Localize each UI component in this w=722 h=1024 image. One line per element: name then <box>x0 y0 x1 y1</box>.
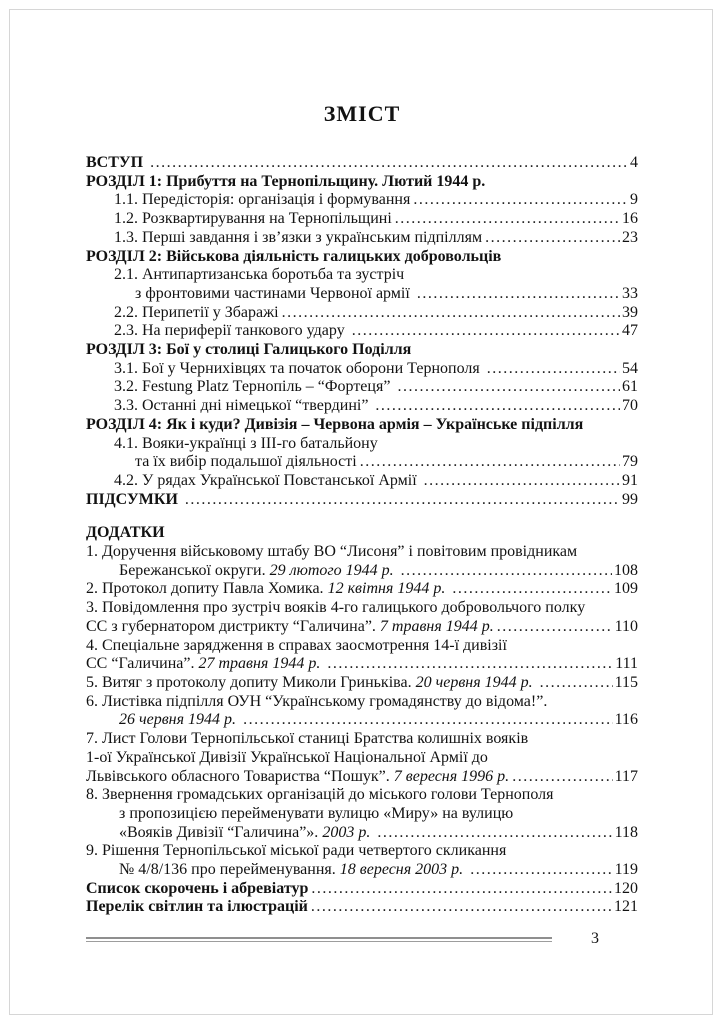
toc-entry-text: СС з губернатором дистрикту “Галичина”. 7 травня 1944 р. <box>86 617 494 635</box>
toc-page-number: 4 <box>630 154 638 171</box>
footer-double-rule <box>86 937 552 942</box>
toc-row <box>86 191 638 210</box>
toc-row <box>86 674 638 693</box>
dot-leader <box>327 655 613 674</box>
toc-page-number: 61 <box>622 378 638 396</box>
toc-entry-text: № 4/8/136 про перейменування. 18 вересня 2003 р. <box>119 861 464 879</box>
toc-row <box>86 711 638 730</box>
toc-entry-text: 1.2. Розквартирування на Тернопільщині <box>114 210 392 228</box>
toc-page-number: 16 <box>622 210 638 228</box>
toc-page-number: 120 <box>614 879 638 897</box>
dot-leader <box>452 580 612 599</box>
toc-row <box>86 618 638 637</box>
toc-entry-text: 2.2. Перипетії у Збаражі <box>114 303 279 321</box>
dot-leader <box>540 674 613 693</box>
toc-row <box>86 730 638 749</box>
toc-entry-text: 2.3. На периферії танкового удару <box>114 322 349 340</box>
toc-row <box>86 453 638 472</box>
toc-row <box>86 543 638 562</box>
dot-leader <box>487 360 620 379</box>
toc-entry-text: 5. Витяг з протоколу допиту Миколи Гриньківа. 20 червня 1944 р. <box>86 673 533 691</box>
toc-entry-text: 2.1. Антипартизанська боротьба та зустріч <box>114 266 405 284</box>
dot-leader <box>485 229 620 248</box>
dot-leader <box>497 618 613 637</box>
toc-row <box>86 842 638 861</box>
toc-row <box>86 580 638 599</box>
dot-leader <box>375 397 620 416</box>
dot-leader <box>417 285 620 304</box>
toc-page-number: 115 <box>614 673 638 691</box>
toc-page-number: 119 <box>614 861 638 879</box>
toc-entry-text: 1.3. Перші завдання і зв’язки з українським підпіллям <box>114 228 483 246</box>
dot-leader <box>311 898 612 917</box>
toc-page-number: 70 <box>622 397 638 415</box>
toc-page-number: 39 <box>622 303 638 321</box>
dot-leader <box>282 304 620 323</box>
table-of-contents <box>86 154 638 917</box>
toc-entry-text: з фронтовими частинами Червоної армії <box>135 284 414 302</box>
toc-entry-text: 2. Протокол допиту Павла Хомика. 12 квітня 1944 р. <box>86 580 446 598</box>
toc-row <box>86 173 638 192</box>
book-page <box>86 0 638 948</box>
dot-leader <box>401 562 612 581</box>
dot-leader <box>352 322 620 341</box>
toc-row <box>86 378 638 397</box>
toc-entry-text: РОЗДІЛ 4: Як і куди? Дивізія – Червона армія – Українське підпілля <box>86 415 584 433</box>
toc-entry-text: РОЗДІЛ 1: Прибуття на Тернопільщину. Лютий 1944 р. <box>86 172 486 190</box>
dot-leader <box>185 491 620 510</box>
toc-entry-text: 1.1. Передісторія: організація і формування <box>114 191 411 209</box>
toc-entry-text: 3.3. Останні дні німецької “твердині” <box>114 397 373 415</box>
toc-entry-text: 3.1. Бої у Чернихівцях та початок оборони Тернополя <box>114 359 484 377</box>
toc-row <box>86 880 638 899</box>
toc-row <box>86 562 638 581</box>
toc-entry-text: з пропозицією перейменувати вулицю «Миру» на вулицю <box>119 804 514 822</box>
toc-row <box>86 416 638 435</box>
toc-row <box>86 491 638 510</box>
toc-entry-text: ДОДАТКИ <box>86 524 165 542</box>
toc-entry-text: 7. Лист Голови Тернопільської станиці Братства колишніх вояків <box>86 730 529 748</box>
toc-entry-text: ПІДСУМКИ <box>86 490 182 508</box>
toc-row <box>86 805 638 824</box>
toc-entry-text: 8. Звернення громадських організацій до міського голови Тернополя <box>86 786 554 804</box>
dot-leader <box>413 191 628 210</box>
toc-entry-text: 1-ої Української Дивізії Української Національної Армії до <box>86 748 488 766</box>
toc-entry-text: ВСТУП <box>86 154 148 171</box>
toc-row <box>86 599 638 618</box>
toc-entry-text: Перелік світлин та ілюстрацій <box>86 898 308 916</box>
toc-page-number: 121 <box>614 898 638 916</box>
toc-entry-text: 3.2. Festung Platz Тернопіль – “Фортеця” <box>114 378 395 396</box>
toc-page-number: 79 <box>622 453 638 471</box>
toc-entry-text: РОЗДІЛ 2: Військова діяльність галицьких добровольців <box>86 247 502 265</box>
toc-row <box>86 210 638 229</box>
toc-row <box>86 655 638 674</box>
toc-entry-text: СС “Галичина”. 27 травня 1944 р. <box>86 655 321 673</box>
toc-entry-text: 6. Листівка підпілля ОУН “Українському громадянству до відома!”. <box>86 692 548 710</box>
toc-row <box>86 472 638 491</box>
toc-row <box>86 749 638 768</box>
dot-leader <box>150 154 628 173</box>
dot-leader <box>395 210 620 229</box>
toc-row <box>86 898 638 917</box>
toc-row <box>86 154 638 173</box>
toc-entry-text: 4.1. Вояки-українці з ІІІ-го батальйону <box>114 434 378 452</box>
page-footer <box>86 930 638 948</box>
toc-page-number: 9 <box>630 191 638 209</box>
toc-row <box>86 397 638 416</box>
toc-page-number: 91 <box>622 471 638 489</box>
toc-page-number: 118 <box>614 823 638 841</box>
toc-entry-text: 26 червня 1944 р. <box>119 711 237 729</box>
toc-entry-text: 4.2. У рядах Української Повстанської Армії <box>114 471 421 489</box>
toc-page-number: 54 <box>622 359 638 377</box>
toc-row <box>86 229 638 248</box>
dot-leader <box>397 378 620 397</box>
toc-row <box>86 824 638 843</box>
toc-entry-text: 1. Доручення військовому штабу ВО “Лисоня” і повітовим провідникам <box>86 543 578 561</box>
toc-page-number: 108 <box>614 561 638 579</box>
toc-row <box>86 285 638 304</box>
toc-entry-text: «Вояків Дивізії “Галичина”». 2003 р. <box>119 823 371 841</box>
toc-row <box>86 768 638 787</box>
toc-entry-text: Список скорочень і абревіатур <box>86 879 309 897</box>
toc-row <box>86 637 638 656</box>
toc-row <box>86 304 638 323</box>
dot-leader <box>470 861 612 880</box>
toc-entry-text: 9. Рішення Тернопільської міської ради четвертого скликання <box>86 842 507 860</box>
dot-leader <box>377 824 612 843</box>
toc-page-number: 33 <box>622 284 638 302</box>
toc-page-number: 116 <box>614 711 638 729</box>
toc-entry-text: та їх вибір подальшої діяльності <box>135 453 357 471</box>
toc-page-number: 23 <box>622 228 638 246</box>
toc-page-number: 99 <box>622 490 638 508</box>
toc-row <box>86 786 638 805</box>
page-title: ЗМІСТ <box>323 101 401 126</box>
toc-row <box>86 693 638 712</box>
toc-entry-text: Бережанської округи. 29 лютого 1944 р. <box>119 561 394 579</box>
toc-row <box>86 861 638 880</box>
dot-leader <box>512 768 612 787</box>
toc-entry-text: РОЗДІЛ 3: Бої у столиці Галицького Поділля <box>86 341 412 359</box>
page-number: 3 <box>591 930 599 948</box>
toc-page-number: 47 <box>622 322 638 340</box>
toc-row <box>86 524 638 543</box>
toc-row <box>86 322 638 341</box>
toc-page-number: 111 <box>615 655 638 673</box>
dot-leader <box>360 453 620 472</box>
dot-leader <box>424 472 620 491</box>
toc-entry-text: 4. Спеціальне зарядження в справах заосмотрення 14-ї дивізії <box>86 636 507 654</box>
toc-entry-text: Львівського обласного Товариства “Пошук”. 7 вересня 1996 р. <box>86 767 510 785</box>
toc-row <box>86 341 638 360</box>
dot-leader <box>311 880 612 899</box>
toc-row <box>86 360 638 379</box>
toc-page-number: 110 <box>614 617 638 635</box>
dot-leader <box>243 711 613 730</box>
toc-row <box>86 266 638 285</box>
toc-row <box>86 248 638 267</box>
toc-page-number: 117 <box>614 767 638 785</box>
toc-page-number: 109 <box>614 580 638 598</box>
toc-entry-text: 3. Повідомлення про зустріч вояків 4-го галицького добровольчого полку <box>86 599 586 617</box>
toc-row <box>86 435 638 454</box>
